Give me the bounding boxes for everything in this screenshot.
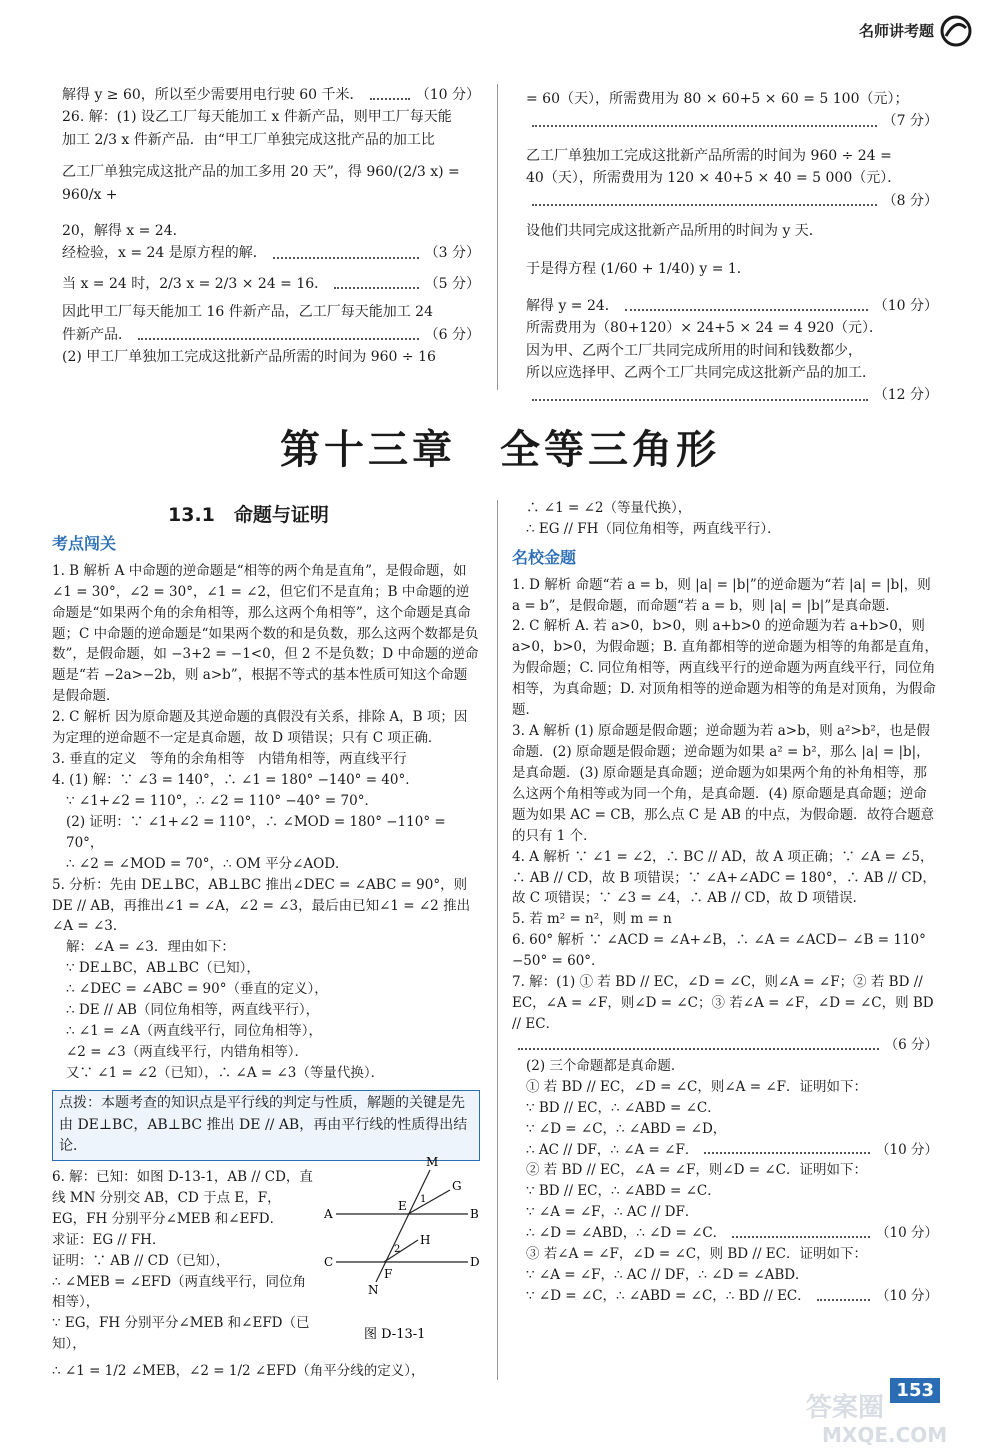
watermark-logo-icon [792,1382,992,1448]
answer-7: ∵ BD // EC，∴ ∠ABD = ∠C． [526,1183,721,1200]
text-line: 于是得方程 (1/60 + 1/40) y = 1． [526,261,751,278]
text-line: 乙工厂单独完成这批产品的加工多用 20 天”，得 960/(2/3 x) = 960/x + [62,164,460,203]
answer-7: ② 若 BD // EC，∠A = ∠F，则∠D = ∠C．证明如下： [526,1162,867,1179]
text-line: 因为甲、乙两个工厂共同完成所用的时间和钱数都少， [526,342,862,359]
text-line: 乙工厂单独加工完成这批新产品所需的时间为 960 ÷ 24 = [526,147,892,164]
answer-4: (2) 证明：∵ ∠1+∠2 = 110°，∴ ∠MOD = 180° −110° = 70°， [66,813,446,851]
text-line: 所需费用为（80+120）× 24+5 × 24 = 4 920（元）． [526,320,884,337]
text-line: 40（天），所需费用为 120 × 40+5 × 40 = 5 000（元）． [526,170,902,187]
dot-leader [532,190,877,206]
text-line: 因此甲工厂每天能加工 16 件新产品，乙工厂每天能加工 24 [62,304,433,321]
dot-leader [704,1140,870,1155]
answer-3: 3. 垂直的定义 等角的余角相等 内错角相等，两直线平行 [52,751,407,768]
fig-label: N [368,1283,379,1297]
header-title: 名师讲考题 [858,22,934,40]
text-line [526,110,938,132]
score: （10 分） [876,1225,938,1242]
fig-label: B [470,1207,479,1221]
score: （3 分） [424,245,480,262]
lesson-title: 13.1 命题与证明 [168,504,329,526]
text-line [512,1223,938,1244]
text: ∴ AC // DF，∴ ∠A = ∠F． [526,1141,699,1158]
column-divider [497,500,498,1380]
section-heading: 考点闯关 [52,534,117,553]
fig-label: E [398,1199,407,1213]
answer-6: 6. 60° 解析 ∵ ∠ACD = ∠A+∠B，∴ ∠A = ∠ACD− ∠B = 110° −50° = 60°． [512,932,926,970]
text-line: 20，解得 x = 24． [62,222,187,239]
answer-5: 5. 分析：先由 DE⊥BC，AB⊥BC 推出∠DEC = ∠ABC = 90°，则 DE // AB，再推出∠1 = ∠A，∠2 = ∠3，最后由已知∠1 = ∠2 推出∠A = ∠3． [52,876,471,935]
text-line [526,190,938,212]
dot-leader [370,84,410,100]
figure-d-13-1 [322,1152,482,1352]
fig-label: 1 [420,1194,427,1205]
answer-5: ∴ ∠DEC = ∠ABC = 90°（垂直的定义）， [66,981,328,998]
watermark-text: 答案圈 [806,1393,885,1423]
answer-4: 4. A 解析 ∵ ∠1 = ∠2，∴ BC // AD，故 A 项正确；∵ ∠A = ∠5，∴ AB // CD，故 B 项错误；∵ ∠A+∠ADC = 180°，∴ AB // CD，故 C 项错误；∵ ∠3 = ∠4，∴ AB // CD，故 D 项错误． [512,848,936,907]
bottom-right-column [512,498,938,1307]
answer-4: ∵ ∠1+∠2 = 110°，∴ ∠2 = 110° −40° = 70°． [66,792,378,809]
text-line: 26. 解：(1) 设乙工厂每天能加工 x 件新产品，则甲工厂每天能 [62,109,452,126]
score: （10 分） [876,1287,938,1304]
score: （10 分） [873,297,938,314]
answer-5: ∴ ∠1 = ∠A（两直线平行，同位角相等）， [66,1023,322,1040]
dot-leader [532,384,868,400]
header-logo-icon [938,14,974,48]
answer-2: 2. C 解析 因为原命题及其逆命题的真假没有关系，排除 A，B 项；因为定理的逆命题不一定是真命题，故 D 项错误；只有 C 项正确． [52,709,468,747]
fig-label: F [384,1267,393,1281]
answer-7: ∵ ∠A = ∠F，∴ AC // DF，∴ ∠D = ∠ABD． [526,1267,809,1284]
answer-7: (2) 三个命题都是真命题． [526,1057,685,1074]
answer-6-block [52,1167,314,1355]
text-line [512,1140,938,1161]
answer-5: 5. 若 m² = n²，则 m = n [512,911,672,928]
dot-leader [273,242,419,258]
chapter-title: 第十三章 全等三角形 [280,427,720,473]
answer-6: 求证：EG // FH． [52,1231,166,1248]
answer-6: ∴ ∠1 = 1/2 ∠MEB，∠2 = 1/2 ∠EFD（角平分线的定义）， [52,1363,425,1380]
section-heading: 名校金题 [512,547,577,567]
answer-7: ∵ ∠A = ∠F，∴ AC // DF． [526,1204,699,1221]
answer-4: ∴ ∠2 = ∠MOD = 70°，∴ OM 平分∠AOD． [66,855,349,872]
column-divider [497,84,498,390]
answer-7: 7. 解：(1) ① 若 BD // EC，∠D = ∠C，则∠A = ∠F；② 若 BD // EC，∠A = ∠F，则∠D = ∠C；③ 若∠A = ∠F，∠D = ∠C，则 BD // EC． [512,974,934,1032]
text: 经检验，x = 24 是原方程的解． [62,245,267,262]
tip-box: 点拨：本题考查的知识点是平行线的判定与性质，解题的关键是先由 DE⊥BC，AB⊥BC 推出 DE // AB，再由平行线的性质得出结论． [52,1090,480,1161]
score: （8 分） [882,192,938,209]
answer-5: ∴ DE // AB（同位角相等，两直线平行）， [66,1002,320,1019]
score: （10 分） [876,1141,938,1158]
answer-7: ① 若 BD // EC，∠D = ∠C，则∠A = ∠F．证明如下： [526,1078,867,1095]
score: （6 分） [884,1036,938,1053]
text-line: ∴ ∠1 = ∠2（等量代换）， [526,500,692,516]
answer-1: 1. D 解析 命题“若 a = b，则 |a| = |b|”的逆命题为“若 |a| = |b|，则 a = b”，是假命题，而命题“若 a = b，则 |a| = |b|”是真命题． [512,576,931,614]
text-line: ∴ EG // FH（同位角相等，两直线平行）． [526,520,781,537]
text-line [512,1286,938,1307]
ray-fh [384,1240,418,1262]
text-line: (2) 甲工厂单独加工完成这批新产品所需的时间为 960 ÷ 16 [62,348,436,365]
text-line [62,324,480,346]
figure-caption: 图 D-13-1 [364,1327,426,1342]
score: （5 分） [424,275,480,292]
dot-leader [732,1223,870,1238]
text-line [526,384,938,406]
score: （12 分） [873,387,938,404]
text-line [526,295,938,317]
answer-4: 4. (1) 解：∵ ∠3 = 140°，∴ ∠1 = 180° −140° = 40°． [52,772,419,789]
text: 解得 y ≥ 60，所以至少需要用电行驶 60 千米． [62,87,364,103]
text-line: 设他们共同完成这批新产品所用的时间为 y 天． [526,222,823,239]
fig-label: 2 [394,1244,401,1255]
text: ∵ ∠D = ∠C，∴ ∠ABD = ∠C，∴ BD // EC． [526,1287,811,1304]
text: 件新产品． [62,326,132,343]
answer-6: ∵ EG，FH 分别平分∠MEB 和∠EFD（已知）， [52,1315,310,1353]
dot-leader [532,110,877,126]
dot-leader [138,324,419,340]
answer-7: ③ 若∠A = ∠F，∠D = ∠C，则 BD // EC．证明如下： [526,1246,867,1263]
dot-leader [334,273,418,289]
answer-3: 3. A 解析 (1) 原命题是假命题；逆命题为若 a>b，则 a²>b²，也是假命题．(2) 原命题是假命题；逆命题为如果 a² = b²，那么 |a| = |b|，是真命题．(3) 原命题是真命题；逆命题为如果两个角的补角相等，那么这两个角相等或为同一个角，是真命题．(4) 原命题是真命题；逆命题为如果 AC = CB，那么点 C 是 AB 的中点，为假命题．故符合题意的只有 1 个． [512,723,935,844]
answer-5: ∠2 = ∠3（两直线平行，内错角相等）． [66,1044,308,1060]
score: （10 分） [415,87,480,103]
line-mn [376,1170,430,1282]
top-left-column [62,84,480,368]
answer-7: ∵ ∠D = ∠C，∴ ∠ABD = ∠D， [526,1120,727,1137]
dot-leader [625,295,868,311]
text-line [512,1035,938,1056]
score: （7 分） [882,113,938,130]
answer-2: 2. C 解析 A. 若 a>0，b>0，则 a+b>0 的逆命题为若 a+b>0，则 a>0，b>0，为假命题；B. 直角都相等的逆命题为相等的角都是直角，为假命题；C. 同位角相等，两直线平行的逆命题为两直线平行，同位角相等，为真命题；D. 对顶角相等的逆命题为相等的角是对顶角，为假命题． [512,618,938,719]
fig-label: H [420,1233,431,1247]
text: 当 x = 24 时，2/3 x = 2/3 × 24 = 16． [62,275,329,292]
watermark-url: MXQE.COM [822,1423,948,1447]
answer-6: ∴ ∠MEB = ∠EFD（两直线平行，同位角相等）， [52,1273,307,1311]
text-line [62,84,480,106]
fig-label: C [324,1255,334,1269]
answer-5: ∵ DE⊥BC，AB⊥BC（已知）， [66,960,260,977]
fig-label: G [452,1179,462,1193]
fig-label: D [470,1255,480,1269]
answer-6: 证明：∵ AB // CD（已知）， [52,1252,230,1269]
answer-6: 6. 解：已知：如图 D-13-1，AB // CD，直线 MN 分别交 AB，CD 于点 E，F，EG，FH 分别平分∠MEB 和∠EFD． [52,1168,313,1227]
text-line [62,273,480,295]
answer-5: 又∵ ∠1 = ∠2（已知），∴ ∠A = ∠3（等量代换）． [66,1064,385,1081]
text-line: = 60（天），所需费用为 80 × 60+5 × 60 = 5 100（元）； [526,91,909,107]
text-line: 加工 2/3 x 件新产品．由“甲工厂单独完成这批产品的加工比 [62,131,435,148]
answer-1: 1. B 解析 A 中命题的逆命题是“相等的两个角是直角”，是假命题，如∠1 = 30°，∠2 = 30°，∠1 = ∠2，但它们不是直角；B 中命题的逆命题是“如果两个角的余角相等，那么这两个角相等”，这个命题是真命题；C 中命题的逆命题是“如果两个数的和是负数，那么这两个数都是负数”，是假命题，如 −3+2 = −1<0，但 2 不是负数；D 中命题的逆命题是“若 −2a>−2b，则 a>b”，根据不等式的基本性质可知这个命题是假命题． [52,562,479,705]
fig-label: A [324,1207,333,1221]
text-line [62,242,480,264]
text: 解得 y = 24． [526,297,619,314]
text-line: 所以应选择甲、乙两个工厂共同完成这批新产品的加工． [526,364,876,381]
top-right-column [526,88,938,407]
answer-7: ∵ BD // EC，∴ ∠ABD = ∠C． [526,1099,721,1116]
dot-leader [518,1035,879,1050]
page-number: 153 [890,1378,940,1403]
text: ∴ ∠D = ∠ABD，∴ ∠D = ∠C． [526,1225,727,1242]
dot-leader [817,1286,870,1301]
score: （6 分） [424,326,480,343]
answer-5: 解：∠A = ∠3．理由如下： [66,939,235,956]
fig-label: M [426,1155,439,1169]
